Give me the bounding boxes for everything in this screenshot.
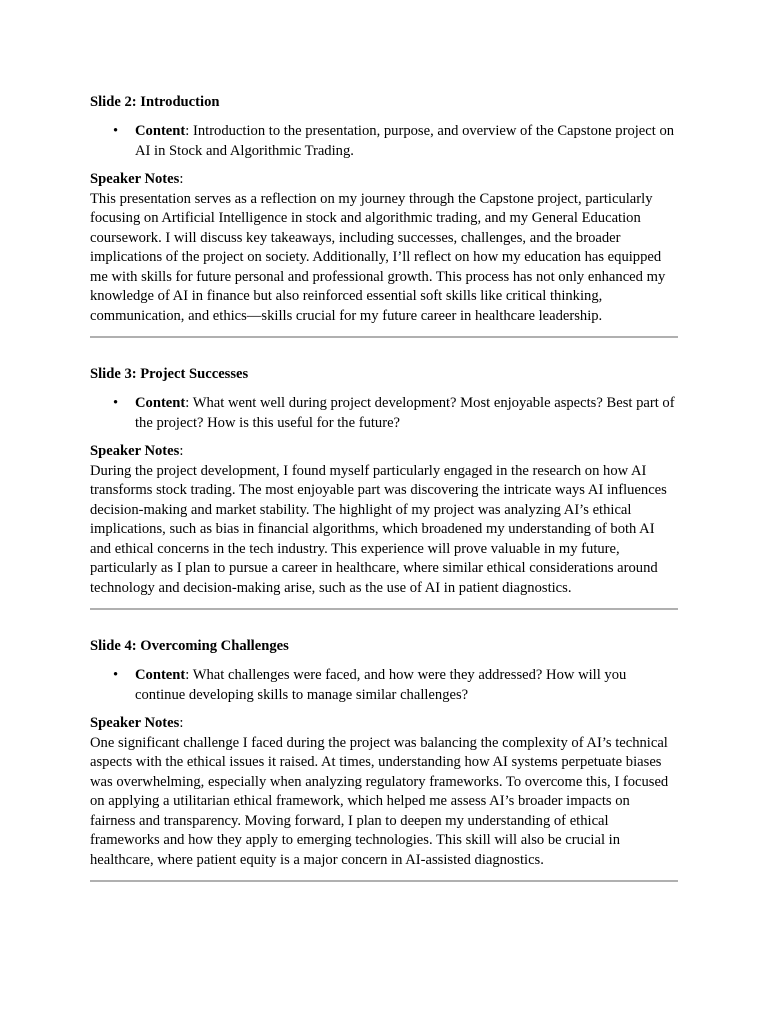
bullet-icon: •	[113, 123, 119, 139]
content-text: : What went well during project development? Most enjoyable aspects? Best part of the project? How is this useful for the future?	[135, 395, 675, 431]
notes-text: One significant challenge I faced during the project was balancing the complexity of AI’s technical aspects with the ethical issues it raised. At times, understanding how AI systems perpetuate biases was overwhelming, especially when analyzing regulatory frameworks. To overcome this, I focused on applying a utilitarian ethical framework, which helped me assess AI’s broader impacts on fairness and transparency. Moving forward, I plan to deepen my understanding of ethical frameworks and how they apply to emerging technologies. This skill will also be crucial in healthcare, where patient equity is a major concern in AI-assisted diagnostics.	[90, 734, 669, 868]
content-label: Content	[135, 123, 186, 139]
speaker-notes	[90, 442, 678, 598]
section-title: Slide 4: Overcoming Challenges	[90, 638, 289, 654]
content-list	[90, 394, 678, 433]
content-bullet	[113, 666, 678, 705]
section-divider	[90, 336, 678, 338]
bullet-icon: •	[113, 667, 119, 683]
content-list	[90, 666, 678, 705]
content-bullet	[113, 394, 678, 433]
notes-colon: :	[179, 171, 184, 187]
bullet-icon: •	[113, 395, 119, 411]
notes-label: Speaker Notes	[90, 443, 180, 459]
slide-4-section	[90, 637, 678, 882]
content-label: Content	[135, 667, 186, 683]
section-title: Slide 3: Project Successes	[90, 366, 249, 382]
notes-colon: :	[179, 715, 184, 731]
section-title: Slide 2: Introduction	[90, 94, 220, 110]
speaker-notes	[90, 170, 678, 326]
content-bullet	[113, 122, 678, 161]
content-label: Content	[135, 395, 186, 411]
notes-label: Speaker Notes	[90, 715, 180, 731]
section-divider	[90, 880, 678, 882]
notes-colon: :	[179, 443, 184, 459]
content-list	[90, 122, 678, 161]
slide-3-section	[90, 365, 678, 610]
notes-label: Speaker Notes	[90, 171, 180, 187]
speaker-notes	[90, 714, 678, 870]
notes-text: This presentation serves as a reflection on my journey through the Capstone project, particularly focusing on Artificial Intelligence in stock and algorithmic trading, and my General Education coursework. I will discuss key takeaways, including successes, challenges, and the broader implications of the project on society. Additionally, I’ll reflect on how my education has equipped me with skills for future personal and professional growth. This process has not only enhanced my knowledge of AI in finance but also reinforced essential soft skills like critical thinking, communication, and ethics—skills crucial for my future career in healthcare leadership.	[90, 190, 666, 324]
notes-text: During the project development, I found myself particularly engaged in the research on how AI transforms stock trading. The most enjoyable part was discovering the intricate ways AI influences decision-making and market stability. The highlight of my project was analyzing AI’s ethical implications, such as bias in financial algorithms, which broadened my understanding of both AI and ethical concerns in the tech industry. This experience will prove valuable in my future, particularly as I plan to pursue a career in healthcare, where similar ethical considerations around technology and decision-making arise, such as the use of AI in patient diagnostics.	[90, 462, 667, 596]
slide-2-section	[90, 93, 678, 338]
content-text: : What challenges were faced, and how were they addressed? How will you continue developing skills to manage similar challenges?	[135, 667, 627, 703]
section-divider	[90, 608, 678, 610]
content-text: : Introduction to the presentation, purpose, and overview of the Capstone project on AI in Stock and Algorithmic Trading.	[135, 123, 675, 159]
document-page	[90, 93, 678, 882]
